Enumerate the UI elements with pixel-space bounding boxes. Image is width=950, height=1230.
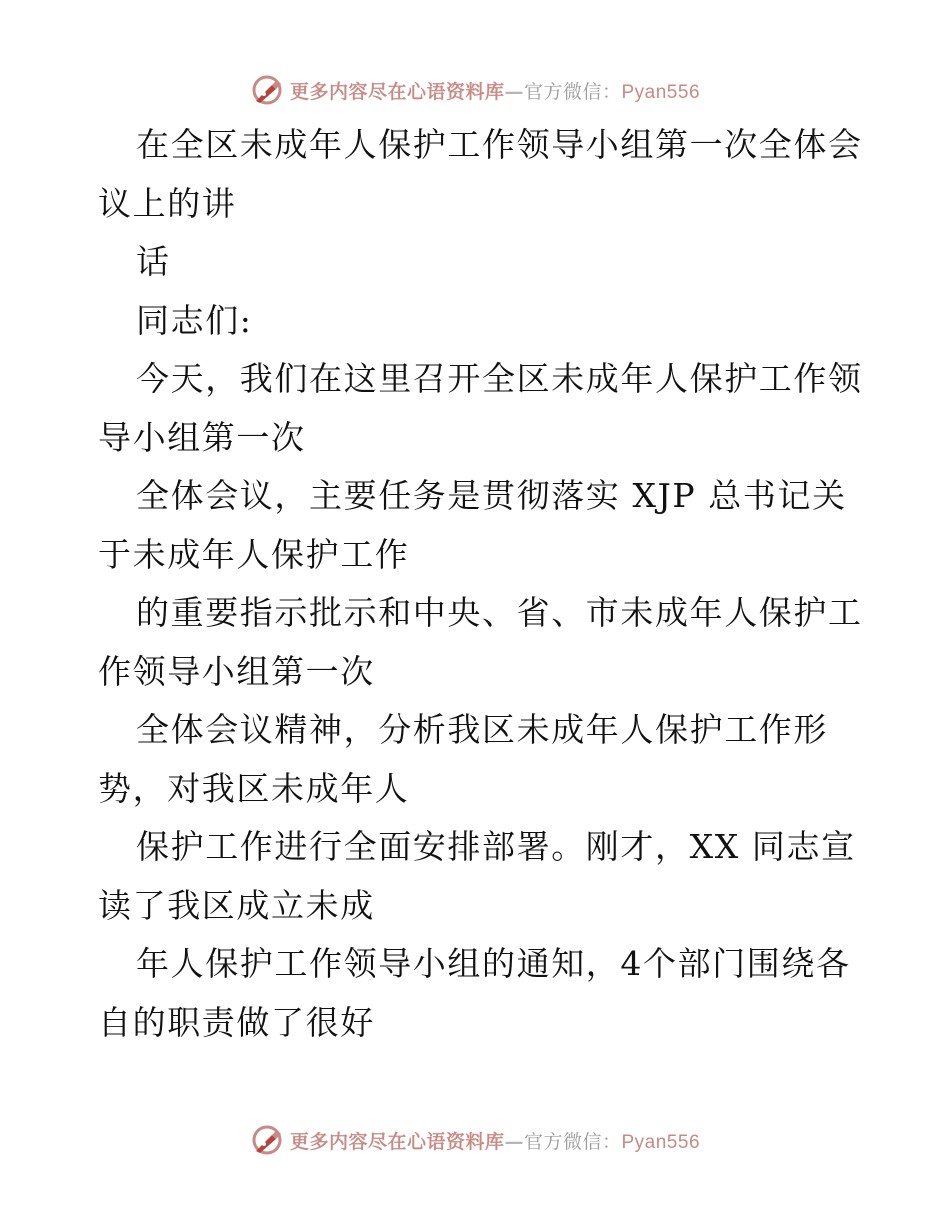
paragraph-line: 保护工作进行全面安排部署。刚才，XX 同志宣 bbox=[136, 827, 856, 866]
paragraph-line: 导小组第一次 bbox=[98, 417, 306, 457]
paragraph-line: 自的职责做了很好 bbox=[98, 1002, 375, 1042]
paragraph-line: 今天，我们在这里召开全区未成年人保护工作领 bbox=[136, 359, 863, 398]
paragraph-line: 读了我区成立未成 bbox=[98, 885, 375, 925]
paragraph-line: 的重要指示批示和中央、省、市未成年人保护工 bbox=[136, 593, 863, 632]
paragraph-line: 全体会议精神，分析我区未成年人保护工作形 bbox=[136, 710, 828, 749]
paragraph-line: 于未成年人保护工作 bbox=[98, 534, 410, 574]
pen-logo-icon bbox=[250, 73, 284, 107]
footer-watermark bbox=[0, 1120, 950, 1160]
pen-logo-icon bbox=[250, 1123, 284, 1157]
header-watermark bbox=[0, 70, 950, 110]
speech-title-line-2: 议上的讲 bbox=[98, 183, 237, 223]
speech-title-line-1: 在全区未成年人保护工作领导小组第一次全体会 bbox=[136, 125, 863, 164]
document-body bbox=[98, 116, 863, 1052]
paragraph-line: 势，对我区未成年人 bbox=[98, 768, 410, 808]
watermark-text: 更多内容尽在心语资料库—官方微信：Pyan556 bbox=[289, 1130, 701, 1153]
paragraph-line: 全体会议，主要任务是贯彻落实 XJP 总书记关 bbox=[136, 476, 847, 515]
speech-title-line-3: 话 bbox=[136, 242, 171, 281]
paragraph-line: 年人保护工作领导小组的通知，4个部门围绕各 bbox=[136, 944, 851, 983]
salutation: 同志们: bbox=[136, 300, 253, 340]
watermark-text: 更多内容尽在心语资料库—官方微信：Pyan556 bbox=[289, 80, 701, 103]
paragraph-line: 作领导小组第一次 bbox=[98, 651, 375, 691]
